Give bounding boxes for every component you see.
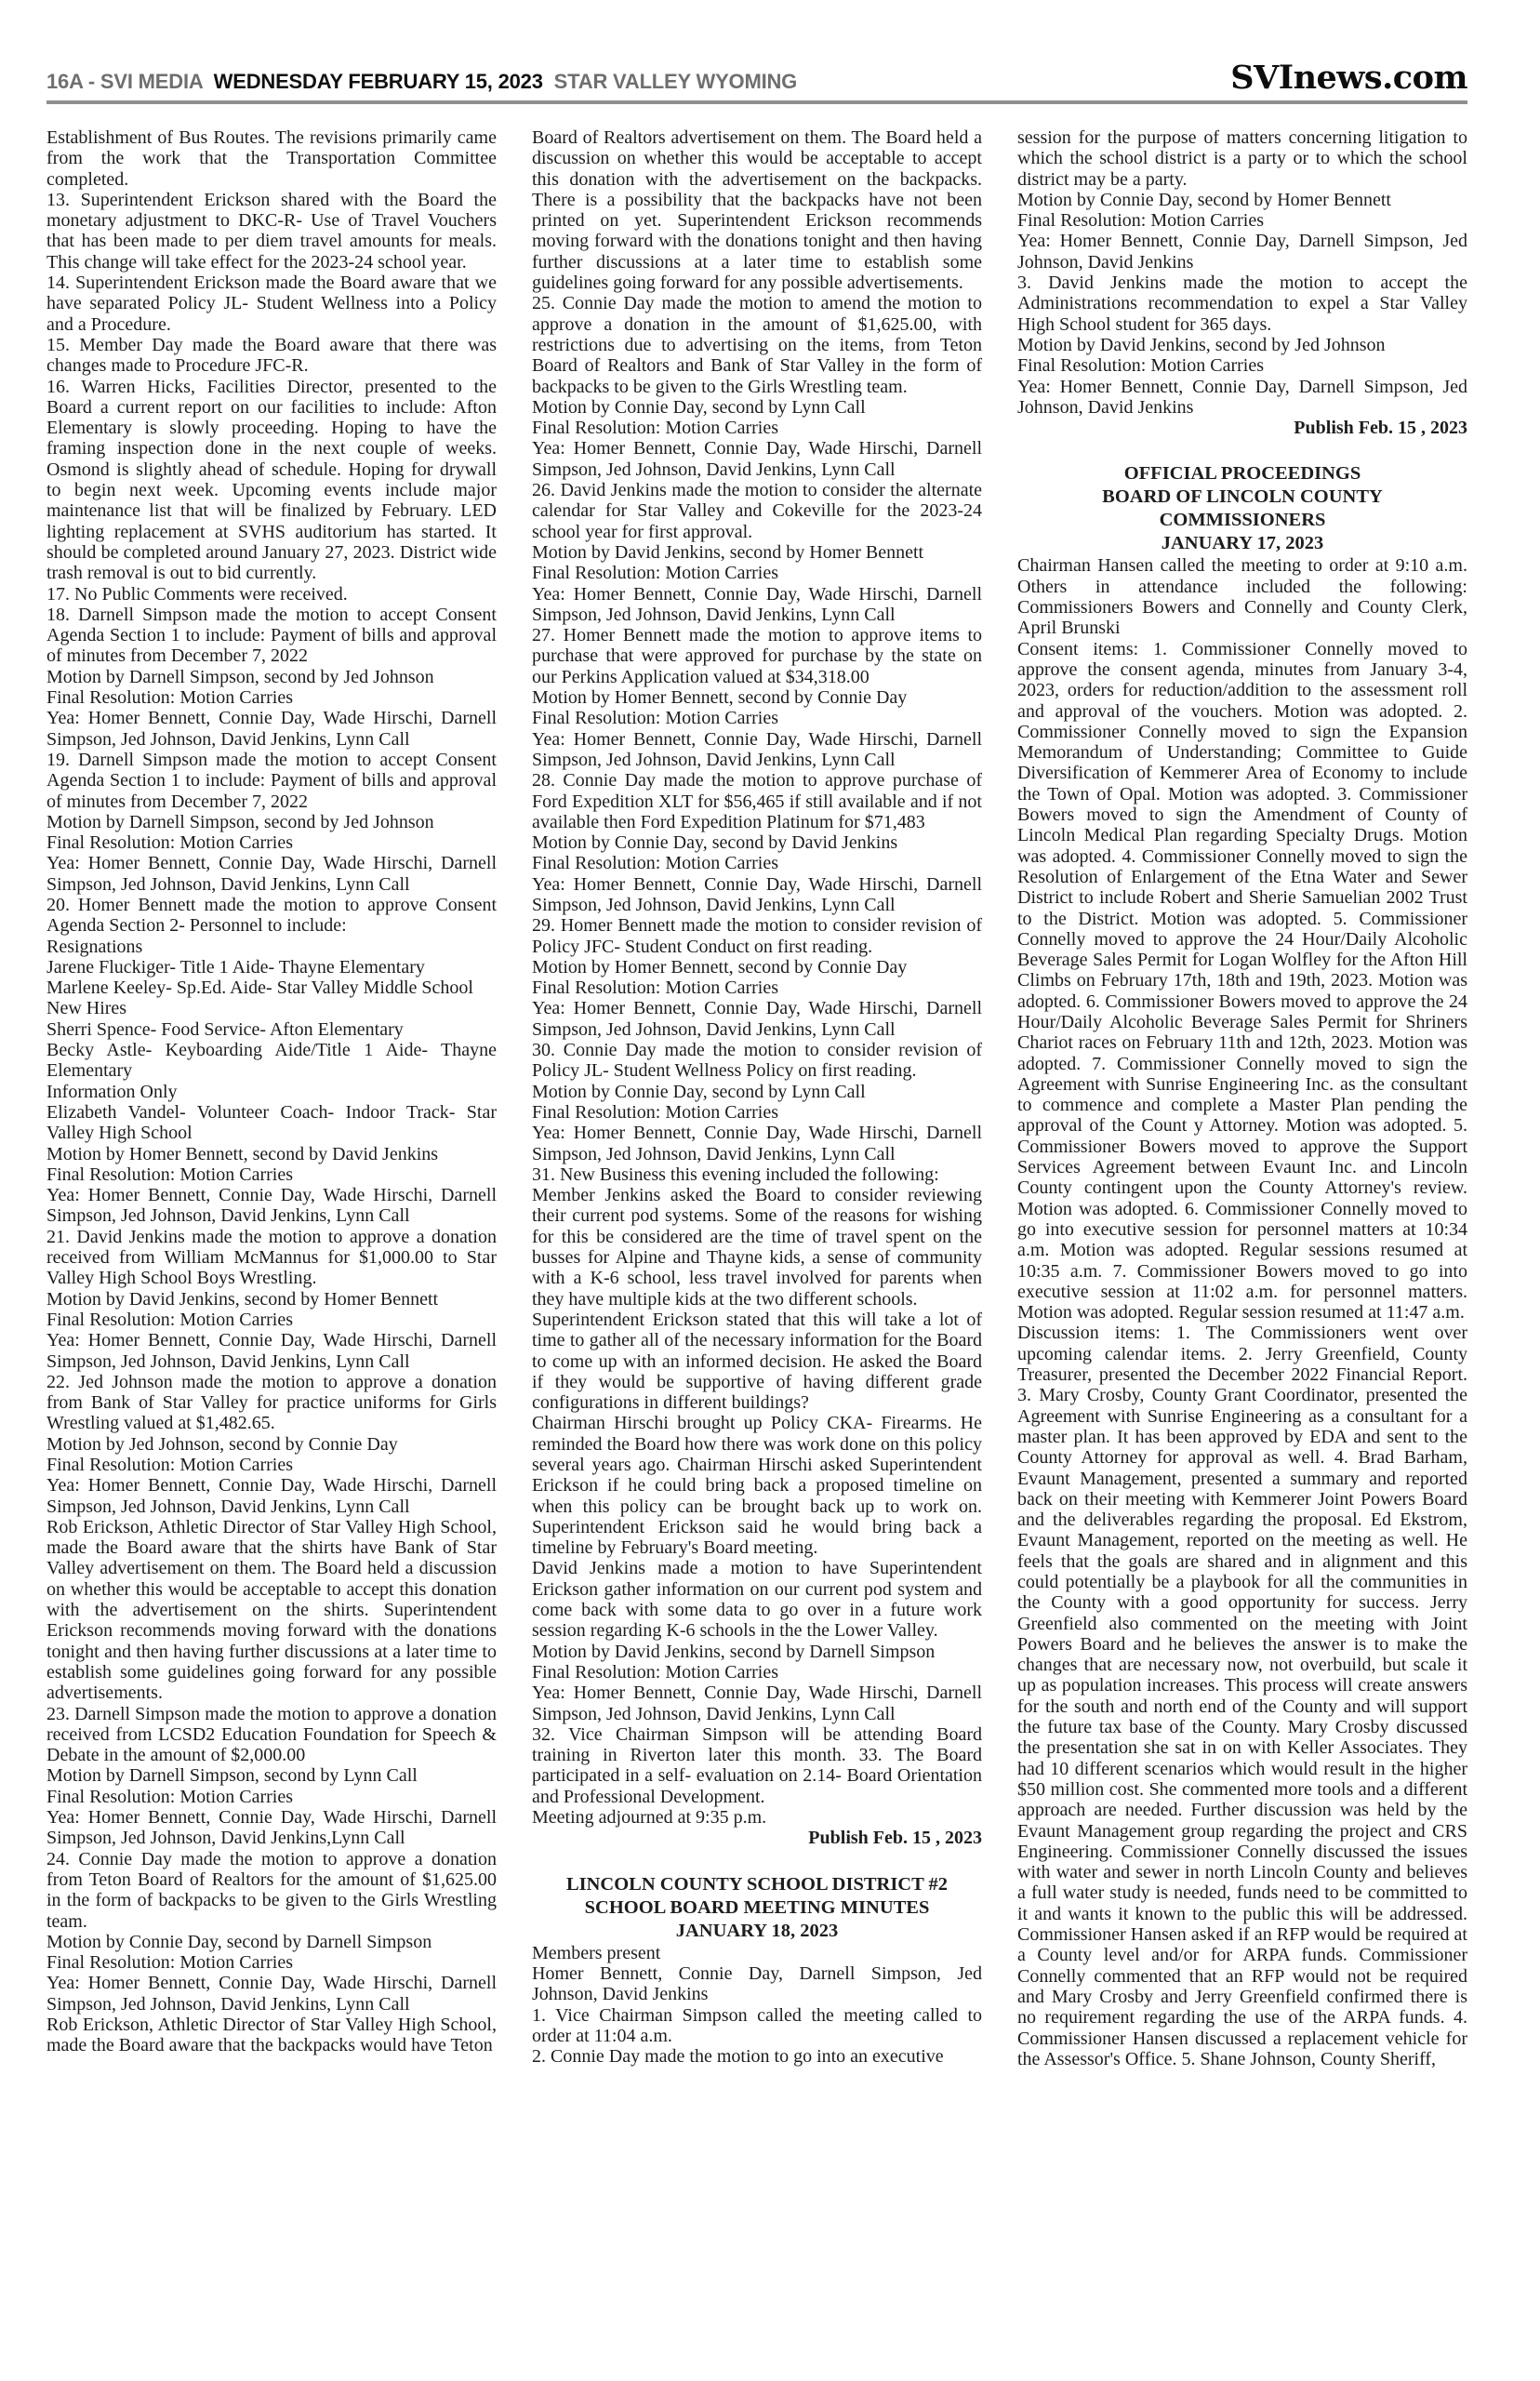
text-block: Becky Astle- Keyboarding Aide/Title 1 Aide- Thayne Elementary — [46, 1040, 497, 1082]
text-block: Motion by Darnell Simpson, second by Jed Johnson — [46, 666, 434, 687]
text-block: 27. Homer Bennett made the motion to approve items to purchase that were approved for purchase by the state on our Perkins Application valued at $34,318.00 — [532, 625, 982, 687]
text-block: Homer Bennett, Connie Day, Darnell Simpson, Jed Johnson, David Jenkins — [532, 1962, 982, 2005]
text-block: Meeting adjourned at 9:35 p.m. — [532, 1807, 767, 1829]
text-block: Motion by David Jenkins, second by Darnell Simpson — [532, 1641, 936, 1662]
text-block: Jarene Fluckiger- Title 1 Aide- Thayne Elementary — [46, 956, 425, 978]
text-block: 18. Darnell Simpson made the motion to accept Consent Agenda Section 1 to include: Payment of bills and approval of minutes from December 7, 2022 — [46, 604, 497, 667]
text-block: Final Resolution: Motion Carries — [532, 708, 778, 729]
text-block: 2. Connie Day made the motion to go into an executive — [532, 2046, 944, 2068]
text-block: Yea: Homer Bennett, Connie Day, Wade Hirschi, Darnell Simpson, Jed Johnson, David Jenkins, Lynn Call — [46, 708, 497, 750]
text-block: Yea: Homer Bennett, Connie Day, Wade Hirschi, Darnell Simpson, Jed Johnson, David Jenkins, Lynn Call — [46, 1973, 497, 2015]
notice-heading: BOARD OF LINCOLN COUNTY COMMISSIONERS — [1102, 486, 1383, 531]
text-block: Yea: Homer Bennett, Connie Day, Wade Hirschi, Darnell Simpson, Jed Johnson, David Jenkins, Lynn Call — [532, 438, 982, 480]
text-block: Superintendent Erickson stated that this will take a lot of time to gather all of the necessary information for the Board to come up with an informed decision. He asked the Board if they would be supportive of having different grade configurations in different buildings? — [532, 1309, 982, 1414]
text-block: Yea: Homer Bennett, Connie Day, Wade Hirschi, Darnell Simpson, Jed Johnson, David Jenkins, Lynn Call — [46, 1185, 497, 1227]
text-block: 22. Jed Johnson made the motion to approve a donation from Bank of Star Valley for practice uniforms for Girls Wrestling valued at $1,482.65. — [46, 1371, 497, 1434]
text-block: Final Resolution: Motion Carries — [46, 1786, 293, 1807]
text-block: 15. Member Day made the Board aware that there was changes made to Procedure JFC-R. — [46, 334, 497, 377]
text-block: Motion by Darnell Simpson, second by Jed Johnson — [46, 811, 434, 832]
text-block: Motion by David Jenkins, second by Homer Bennett — [46, 1288, 439, 1310]
text-block: Final Resolution: Motion Carries — [1017, 210, 1264, 232]
text-block: Motion by Connie Day, second by Lynn Call — [532, 396, 866, 418]
text-block: Yea: Homer Bennett, Connie Day, Darnell Simpson, Jed Johnson, David Jenkins — [1017, 231, 1467, 273]
text-block: Rob Erickson, Athletic Director of Star Valley High School, made the Board aware that the shirts have Bank of Star Valley advertisement on them. The Board held a discussion on whether this would be acceptable to accept this donation with the advertisement on the shirts. Superintendent Erickson recommends moving forward with the donations tonight and then having further discussions at a later time to establish some guidelines going forward for any possible advertisements. — [46, 1516, 497, 1704]
publish-line: Publish Feb. 15 , 2023 — [1294, 418, 1467, 439]
text-block: Establishment of Bus Routes. The revisions primarily came from the work that the Transportation Committee completed. — [46, 127, 497, 190]
text-block: Final Resolution: Motion Carries — [46, 687, 293, 709]
text-block: Final Resolution: Motion Carries — [1017, 355, 1264, 377]
text-block: Discussion items: 1. The Commissioners went over upcoming calendar items. 2. Jerry Greenfield, County Treasurer, presented the December 2022 Financial Report. 3. Mary Crosby, County Grant Coordinator, presented the Agreement with Sunrise Engineering as a consultant for a master plan. It has been approved by EDA and sent to the County Attorney for approval as well. 4. Brad Barham, Evaunt Management, presented a summary and reported back on their meeting with Kemmerer Joint Powers Board and the deliverables regarding the proposal. Ed Ekstrom, Evaunt Management, reported on the meeting as well. He feels that the goals are shared and in alignment and this could potentially be a playbook for all the communities in the County with a good opportunity for success. Jerry Greenfield also commented on the meeting with Joint Powers Board and he believes the answer is to make the changes that are necessary now, not overbuild, but scale it up as population increases. This process will create answers for the south and north end of the County and will support the future tax base of the County. Mary Crosby discussed the presentation she sat in on with Keller Associates. They had 10 different scenarios which would result in the higher $50 million cost. She commented more tools and a different approach are needed. Further discussion was held by the Evaunt Management group regarding the project and CRS Engineering. Commissioner Connelly discussed the issues with water and sewer in north Lincoln County and believes a full water study is needed, funds need to be committed to it and wants it known to the public this will be addressed. Commissioner Hansen asked if an RFP would be required at a County level and/or for ARPA funds. Commissioner Connelly commented that an RFP would not be required and Mary Crosby and Jerry Greenfield confirmed there is no requirement regarding the use of the ARPA funds. 4. Commissioner Hansen discussed a replacement vehicle for the Assessor's Office. 5. Shane Johnson, County Sheriff, — [1017, 1323, 1467, 2069]
text-block: 1. Vice Chairman Simpson called the meeting called to order at 11:04 a.m. — [532, 2004, 982, 2046]
column-2 — [532, 127, 982, 2069]
articles — [46, 127, 1467, 2069]
text-block: Yea: Homer Bennett, Connie Day, Wade Hirschi, Darnell Simpson, Jed Johnson, David Jenkins, Lynn Call — [532, 1123, 982, 1164]
text-block: Motion by Homer Bennett, second by David Jenkins — [46, 1143, 439, 1164]
column-3 — [1017, 127, 1467, 2069]
header-date: WEDNESDAY FEBRUARY 15, 2023 — [213, 70, 543, 93]
notice-heading: OFFICIAL PROCEEDINGS — [1123, 463, 1361, 485]
text-block: Yea: Homer Bennett, Connie Day, Wade Hirschi, Darnell Simpson, Jed Johnson, David Jenkins, Lynn Call — [532, 873, 982, 915]
text-block: session for the purpose of matters concerning litigation to which the school district is a party or to which the school district may be a party. — [1017, 127, 1467, 190]
text-block: Final Resolution: Motion Carries — [46, 1164, 293, 1185]
text-block: Motion by Jed Johnson, second by Connie Day — [46, 1433, 398, 1455]
text-block: 24. Connie Day made the motion to approve a donation from Teton Board of Realtors for the amount of $1,625.00 in the form of backpacks to be given to the Girls Wrestling team. — [46, 1848, 497, 1932]
text-block: 21. David Jenkins made the motion to approve a donation received from William McMannus for $1,000.00 to Star Valley High School Boys Wrestling. — [46, 1226, 497, 1289]
text-block: Marlene Keeley- Sp.Ed. Aide- Star Valley Middle School — [46, 978, 473, 999]
text-block: Yea: Homer Bennett, Connie Day, Wade Hirschi, Darnell Simpson, Jed Johnson, David Jenkins,Lynn Call — [46, 1807, 497, 1849]
text-block: Final Resolution: Motion Carries — [532, 1661, 778, 1683]
text-block: Motion by Connie Day, second by Darnell Simpson — [46, 1931, 432, 1952]
header-left — [46, 70, 797, 94]
text-block: Rob Erickson, Athletic Director of Star Valley High School, made the Board aware that the backpacks would have Teton — [46, 2015, 497, 2056]
text-block: Consent items: 1. Commissioner Connelly moved to approve the consent agenda, minutes from January 3-4, 2023, orders for reduction/addition to the assessment roll and approval of the vouchers. Motion was adopted. 2. Commissioner Connelly moved to sign the Expansion Memorandum of Understanding; Committee to Guide Diversification of Kemmerer Area of Economy to include the Town of Opal. Motion was adopted. 3. Commissioner Bowers moved to sign the Amendment of County of Lincoln Medical Plan regarding Specialty Drugs. Motion was adopted. 4. Commissioner Connelly moved to sign the Resolution of Enlargement of the Etna Water and Sewer District to include Robert and Sherie Samuelian 2002 Trust to the District. Motion was adopted. 5. Commissioner Connelly moved to approve the 24 Hour/Daily Alcoholic Beverage Sales Permit for Logan Wolfley for the Afton Hill Climbs on February 17th, 18th and 19th, 2023. Motion was adopted. 6. Commissioner Bowers moved to approve the 24 Hour/Daily Alcoholic Beverage Sales Permit for Shriners Chariot races on February 11th and 12th, 2023. Motion was adopted. 7. Commissioner Connelly moved to sign the Agreement with Sunrise Engineering Inc. as the consultant to commence and complete a Master Plan pending the approval of the Count y Attorney. Motion was adopted. 5. Commissioner Bowers moved to approve the Support Services Agreement between Evaunt Inc. and Lincoln County contingent upon the County Attorney's review. Motion was adopted. 6. Commissioner Connelly moved to go into executive session for personnel matters at 10:34 a.m. Motion was adopted. Regular sessions resumed at 10:35 a.m. 7. Commissioner Bowers moved to go into executive session at 11:02 a.m. for personnel matters. Motion was adopted. Regular session resumed at 11:47 a.m. — [1017, 638, 1467, 1324]
publish-line: Publish Feb. 15 , 2023 — [808, 1828, 982, 1849]
text-block: Resignations — [46, 936, 143, 957]
text-block: Final Resolution: Motion Carries — [532, 418, 778, 439]
text-block: Yea: Homer Bennett, Connie Day, Wade Hirschi, Darnell Simpson, Jed Johnson, David Jenkins, Lynn Call — [46, 853, 497, 895]
text-block: Final Resolution: Motion Carries — [532, 853, 778, 874]
text-block: Motion by Homer Bennett, second by Connie Day — [532, 687, 908, 709]
text-block: 20. Homer Bennett made the motion to approve Consent Agenda Section 2- Personnel to include: — [46, 894, 497, 937]
notice-heading: SCHOOL BOARD MEETING MINUTES — [584, 1896, 930, 1918]
text-block: 25. Connie Day made the motion to amend the motion to approve a donation in the amount of $1,625.00, with restrictions due to advertising on the items, from Teton Board of Realtors and Bank of Star Valley in the form of backpacks to be given to the Girls Wrestling team. — [532, 293, 982, 397]
text-block: 3. David Jenkins made the motion to accept the Administrations recommendation to expel a Star Valley High School student for 365 days. — [1017, 273, 1467, 335]
text-block: Motion by Darnell Simpson, second by Lynn Call — [46, 1765, 418, 1787]
text-block: Chairman Hirschi brought up Policy CKA- Firearms. He reminded the Board how there was work done on this policy several years ago. Chairman Hirschi asked Superintendent Erickson if he could bring back a proposed timeline on when this policy can be brought back up to work on. Superintendent Erickson said he would bring back a timeline by February's Board meeting. — [532, 1413, 982, 1559]
text-block: 31. New Business this evening included the following: — [532, 1164, 939, 1185]
page-header — [46, 0, 1467, 104]
text-block: Members present — [532, 1942, 661, 1963]
text-block: Board of Realtors advertisement on them. The Board held a discussion on whether this would be acceptable to accept this donation with the advertisement on the backpacks. There is a possibility that the backpacks have not been printed on yet. Superintendent Erickson recommends moving forward with the donations tonight and then having further discussions at a later time to establish some guidelines going forward for any possible advertisements. — [532, 127, 982, 294]
text-block: Final Resolution: Motion Carries — [46, 1309, 293, 1330]
text-block: Final Resolution: Motion Carries — [46, 832, 293, 854]
column-1 — [46, 127, 497, 2069]
text-block: Motion by Connie Day, second by David Jenkins — [532, 832, 898, 854]
notice-heading: JANUARY 18, 2023 — [675, 1920, 839, 1941]
site-logo: SVInews.com — [1230, 59, 1467, 97]
text-block: 30. Connie Day made the motion to consider revision of Policy JL- Student Wellness Policy on first reading. — [532, 1040, 982, 1082]
text-block: 28. Connie Day made the motion to approve purchase of Ford Expedition XLT for $56,465 if still available and if not available then Ford Expedition Platinum for $71,483 — [532, 770, 982, 832]
text-block: Final Resolution: Motion Carries — [532, 978, 778, 999]
text-block: David Jenkins made a motion to have Superintendent Erickson gather information on our current pod system and come back with some data to go over in a future work session regarding K-6 schools in the the Lower Valley. — [532, 1558, 982, 1642]
text-block: 17. No Public Comments were received. — [46, 583, 348, 605]
text-block: Yea: Homer Bennett, Connie Day, Wade Hirschi, Darnell Simpson, Jed Johnson, David Jenkins, Lynn Call — [46, 1475, 497, 1517]
text-block: Final Resolution: Motion Carries — [46, 1952, 293, 1974]
text-block: Motion by Connie Day, second by Lynn Call — [532, 1081, 866, 1102]
text-block: Yea: Homer Bennett, Connie Day, Wade Hirschi, Darnell Simpson, Jed Johnson, David Jenkins, Lynn Call — [532, 1683, 982, 1724]
text-block: Motion by Connie Day, second by Homer Bennett — [1017, 189, 1391, 210]
page-label: 16A - SVI MEDIA — [46, 70, 203, 93]
text-block: Final Resolution: Motion Carries — [46, 1455, 293, 1475]
text-block: 32. Vice Chairman Simpson will be attending Board training in Riverton later this month. 33. The Board participated in a self- evaluation on 2.14- Board Orientation and Professional Development. — [532, 1723, 982, 1807]
text-block: Final Resolution: Motion Carries — [532, 1101, 778, 1123]
text-block: Information Only — [46, 1081, 178, 1102]
text-block: 23. Darnell Simpson made the motion to approve a donation received from LCSD2 Education Foundation for Speech & Debate in the amount of $2,000.00 — [46, 1703, 497, 1766]
text-block: 16. Warren Hicks, Facilities Director, presented to the Board a current report on our facilities to include: Afton Elementary is slowly proceeding. Hoping to have the framing inspection done in the next couple of weeks. Osmond is slightly ahead of schedule. Hoping for drywall to begin next week. Upcoming events include major maintenance list that will be finalized by February. LED lighting replacement at SVHS auditorium has started. It should be completed around January 27, 2023. District wide trash removal is out to bid currently. — [46, 376, 497, 584]
text-block: Motion by David Jenkins, second by Homer Bennett — [532, 541, 924, 563]
text-block: Final Resolution: Motion Carries — [532, 563, 778, 584]
text-block: Motion by David Jenkins, second by Jed Johnson — [1017, 334, 1386, 355]
text-block: Yea: Homer Bennett, Connie Day, Darnell Simpson, Jed Johnson, David Jenkins — [1017, 376, 1467, 418]
notice-heading: JANUARY 17, 2023 — [1161, 533, 1324, 554]
header-region: STAR VALLEY WYOMING — [553, 70, 798, 93]
text-block: New Hires — [46, 998, 127, 1019]
text-block: 13. Superintendent Erickson shared with the Board the monetary adjustment to DKC-R- Use of Travel Vouchers that has been made to per diem travel amounts for meals. This change will take effect for the 2023-24 school year. — [46, 189, 497, 273]
text-block: Member Jenkins asked the Board to consider reviewing their current pod systems. Some of the reasons for wishing for this be considered are the time of travel spent on the busses for Alpine and Thayne kids, a sense of community with a K-6 school, less travel involved for parents when they have multiple kids at the two different schools. — [532, 1185, 982, 1310]
text-block: 19. Darnell Simpson made the motion to accept Consent Agenda Section 1 to include: Payment of bills and approval of minutes from December 7, 2022 — [46, 749, 497, 812]
text-block: Sherri Spence- Food Service- Afton Elementary — [46, 1018, 404, 1040]
text-block: Yea: Homer Bennett, Connie Day, Wade Hirschi, Darnell Simpson, Jed Johnson, David Jenkins, Lynn Call — [46, 1330, 497, 1372]
text-block: Motion by Homer Bennett, second by Connie Day — [532, 956, 908, 978]
text-block: 26. David Jenkins made the motion to consider the alternate calendar for Star Valley and Cokeville for the 2023-24 school year for first approval. — [532, 480, 982, 542]
text-block: 14. Superintendent Erickson made the Board aware that we have separated Policy JL- Student Wellness into a Policy and a Procedure. — [46, 273, 497, 335]
text-block: Yea: Homer Bennett, Connie Day, Wade Hirschi, Darnell Simpson, Jed Johnson, David Jenkins, Lynn Call — [532, 583, 982, 625]
text-block: Elizabeth Vandel- Volunteer Coach- Indoor Track- Star Valley High School — [46, 1101, 497, 1144]
text-block: Chairman Hansen called the meeting to order at 9:10 a.m. Others in attendance included the following: Commissioners Bowers and Connelly and County Clerk, April Brunski — [1017, 555, 1467, 639]
text-block: Yea: Homer Bennett, Connie Day, Wade Hirschi, Darnell Simpson, Jed Johnson, David Jenkins, Lynn Call — [532, 998, 982, 1040]
text-block: Yea: Homer Bennett, Connie Day, Wade Hirschi, Darnell Simpson, Jed Johnson, David Jenkins, Lynn Call — [532, 728, 982, 770]
text-block: 29. Homer Bennett made the motion to consider revision of Policy JFC- Student Conduct on first reading. — [532, 915, 982, 957]
notice-heading: LINCOLN COUNTY SCHOOL DISTRICT #2 — [565, 1873, 949, 1895]
